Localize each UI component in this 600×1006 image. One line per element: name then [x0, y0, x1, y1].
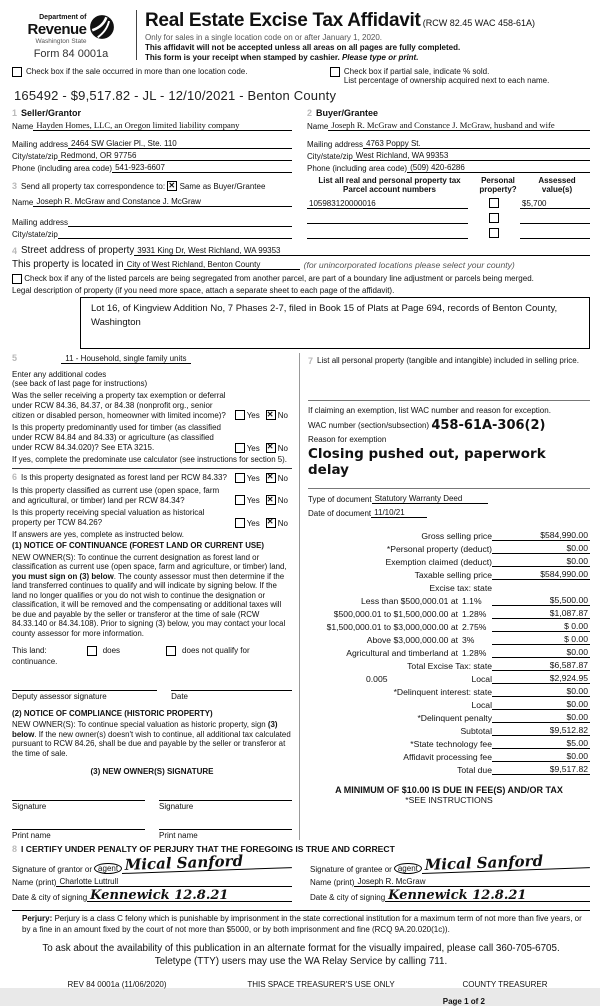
historic-property-question: Is this property receiving special valuation as historical property per TCW 84.26?: [12, 508, 205, 528]
minimum-due-note: A MINIMUM OF $10.00 IS DUE IN FEE(S) AND/OR TAX: [335, 785, 563, 795]
parcel-header-line1: List all real and personal property tax: [318, 176, 461, 185]
print-name-label: Print name: [159, 831, 198, 841]
owner-signature-line[interactable]: [159, 790, 292, 801]
date-of-document-field[interactable]: 11/10/21: [371, 508, 427, 518]
deputy-signature-line[interactable]: [12, 680, 157, 691]
assessed-value-header2: value(s): [541, 185, 573, 194]
taxable-selling-price-value[interactable]: $584,990.00: [492, 569, 590, 580]
reason-for-exemption-label: Reason for exemption: [308, 435, 387, 444]
deputy-assessor-row: [12, 680, 292, 701]
correspondence-mailing-field[interactable]: [68, 217, 292, 227]
exemption-claimed-value[interactable]: $0.00: [492, 556, 590, 567]
affidavit-processing-fee-value[interactable]: $0.00: [492, 751, 590, 762]
new-owners-signature-heading: (3) NEW OWNER(S) SIGNATURE: [90, 767, 214, 777]
owner-signature-line[interactable]: [12, 790, 145, 801]
seller-phone-field[interactable]: 541-923-6607: [112, 163, 292, 173]
tier3-tax-value[interactable]: $ 0.00: [492, 621, 590, 632]
perjury-text: Perjury is a class C felony which is punishable by imprisonment in the state correctional institution for a maximum term of not more than five years, or by a fine in an amount fixed by the court of not more than $5000, or by both imprisonment and fine (RCQ 9A.20.020(1c)).: [22, 914, 582, 935]
local-rate: 0.005: [366, 674, 388, 684]
no-label: No: [277, 496, 288, 506]
agent-circled-label: agent: [94, 863, 122, 874]
land-use-code-field[interactable]: 11 - Household, single family units: [61, 354, 190, 364]
page-title: Real Estate Excise Tax Affidavit: [145, 10, 421, 31]
money-row-excise-header: Excise tax: state: [308, 580, 590, 593]
yes-checkbox[interactable]: [235, 518, 245, 528]
yes-checkbox[interactable]: [235, 443, 245, 453]
parcel-number-field[interactable]: [307, 229, 468, 239]
seller-city-label: City/state/zip: [12, 152, 58, 161]
tier2-rate: 1.28%: [462, 609, 487, 619]
subtitle-line2: This affidavit will not be accepted unless all areas on all pages are fully completed.: [145, 43, 461, 52]
perjury-bold-label: Perjury:: [22, 914, 53, 924]
yes-label: Yes: [246, 411, 260, 421]
tier4-tax-value[interactable]: $ 0.00: [492, 634, 590, 645]
section4-number: 4: [12, 246, 18, 256]
correspondence-city-label: City/state/zip: [12, 230, 58, 239]
gross-selling-price-value[interactable]: $584,990.00: [492, 530, 590, 541]
current-use-question: Is this property classified as current use (open space, farm and agricultural, or timber) land per RCW 84.34?: [12, 485, 220, 505]
buyer-title: Buyer/Grantee: [316, 108, 379, 118]
timber-agriculture-question: Is this property predominantly used for timber (as classified under RCW 84.84 and 84.33) or agriculture (as classified under RCW 84.34.020)? See ETA 3215.: [12, 423, 221, 452]
additional-codes-note: (see back of last page for instructions): [12, 379, 148, 388]
wac-number-label: WAC number (section/subsection): [308, 421, 430, 430]
use-classification-column: [12, 353, 299, 840]
predominate-use-note: If yes, complete the predominate use calculator (see instructions for section 5).: [12, 454, 287, 464]
grantor-signature-block: [12, 851, 292, 903]
section1-number: 1: [12, 108, 18, 118]
legal-description-label: Legal description of property (if you need more space, attach a separate sheet to each page of the affidavit).: [12, 286, 395, 295]
page-number: Page 1 of 2: [442, 997, 485, 1006]
does-not-label: does not qualify for: [182, 646, 250, 656]
buyer-column: [299, 105, 590, 239]
parcel-number-field[interactable]: 105983120000016: [307, 199, 468, 209]
parcel-header-line2: Parcel account numbers: [343, 185, 436, 194]
multi-location-label: Check box if the sale occurred in more than one location code.: [26, 67, 248, 76]
continuance-text-1: NEW OWNER(S): To continue the current designation as forest land or classification as current use (open space, farm and agriculture, or timber) land,: [12, 552, 287, 572]
grantee-printname-label: Name (print): [310, 877, 355, 887]
deputy-date-label: Date: [171, 691, 188, 701]
new-owner-signature-row: [12, 790, 292, 811]
deputy-signature-label: Deputy assessor signature: [12, 691, 107, 701]
same-as-buyer-label: Same as Buyer/Grantee: [179, 181, 266, 191]
correspondence-name-field[interactable]: Joseph R. McGraw and Constance J. McGraw: [33, 197, 292, 207]
grantee-datecity-label: Date & city of signing: [310, 893, 386, 903]
seller-mailing-field[interactable]: 2464 SW Glacier Pl., Ste. 110: [68, 139, 292, 149]
seller-title: Seller/Grantor: [21, 108, 82, 118]
certification-section: [12, 844, 590, 902]
personal-property-header2: property?: [479, 185, 517, 194]
buyer-city-field[interactable]: West Richland, WA 99353: [353, 151, 590, 161]
total-due-value[interactable]: $9,517.82: [492, 764, 590, 775]
certify-statement: I CERTIFY UNDER PENALTY OF PERJURY THAT THE FOREGOING IS TRUE AND CORRECT: [21, 844, 395, 855]
grantee-signature-field[interactable]: Mical Sanford: [421, 853, 590, 873]
continuance-label: continuance.: [12, 656, 58, 666]
section-divider: [12, 468, 292, 469]
excise-tax-state-value: [492, 584, 590, 593]
money-row-tier2: $500,000.01 to $1,500,000.00 at 1.28% $1,087.87: [333, 608, 588, 619]
exemption-deferral-question: Was the seller receiving a property tax exemption or deferral under RCW 84.36, 84.37, or 84.38 (nonprofit org., senior citizen or disabled person, homeowner with limited income)?: [12, 391, 226, 420]
section8-number: 8: [12, 844, 18, 855]
wac-number-field[interactable]: 458-61A-306(2): [431, 418, 546, 433]
reason-for-exemption-field[interactable]: Closing pushed out, paperwork delay: [308, 446, 546, 478]
notice-continuance-paragraph: [12, 553, 292, 638]
money-row-exemption-deduct: Exemption claimed (deduct) $0.00: [385, 556, 588, 567]
buyer-mailing-label: Mailing address: [307, 140, 364, 149]
money-row-tech-fee: *State technology fee $5.00: [410, 738, 588, 749]
money-row-personal-deduct: *Personal property (deduct) $0.00: [386, 543, 588, 554]
dor-logo-block: [12, 6, 130, 62]
seller-column: [12, 105, 299, 239]
logo-dept-text: Department of: [39, 14, 87, 21]
type-of-document-field[interactable]: Statutory Warranty Deed: [372, 494, 488, 504]
footer-row: [12, 980, 590, 989]
buyer-name-field[interactable]: Joseph R. McGraw and Constance J. McGraw, husband and wife: [328, 120, 590, 131]
money-row-total-state: Total Excise Tax: state $6,587.87: [407, 660, 588, 671]
if-answers-yes-note: If answers are yes, complete as instructed below.: [12, 529, 184, 539]
see-instructions-note: *SEE INSTRUCTIONS: [405, 795, 493, 805]
this-land-label: This land:: [12, 646, 47, 656]
partial-sale-checkbox[interactable]: [330, 67, 340, 77]
delinquent-interest-local-value[interactable]: $0.00: [492, 699, 590, 710]
form-header: [12, 6, 590, 62]
no-checkbox[interactable]: [266, 495, 276, 505]
grantor-datecity-field[interactable]: Kennewick 12.8.21: [87, 890, 292, 903]
money-row-tier3: $1,500,000.01 to $3,000,000.00 at 2.75% $ 0.00: [326, 621, 588, 632]
located-in-label: This property is located in: [12, 259, 124, 270]
street-address-field[interactable]: 3931 King Dr, West Richland, WA 99353: [134, 246, 590, 256]
assessed-value-header1: Assessed: [538, 176, 576, 185]
parcel-row: [307, 213, 590, 224]
no-checkbox[interactable]: [266, 443, 276, 453]
yes-no-group: [231, 473, 292, 483]
seller-city-field[interactable]: Redmond, OR 97756: [58, 151, 292, 161]
yes-label: Yes: [246, 496, 260, 506]
money-row-total-due: Total due $9,517.82: [457, 764, 588, 775]
money-row-tier4: Above $3,000,000.00 at 3% $ 0.00: [366, 634, 588, 645]
details-band: [12, 353, 590, 840]
grantor-datecity-label: Date & city of signing: [12, 893, 88, 903]
does-not-checkbox[interactable]: [166, 646, 176, 656]
tax-column: [299, 353, 590, 840]
assessed-value-field[interactable]: [520, 214, 590, 224]
yes-no-group: [231, 495, 292, 505]
partial-sale-label: [344, 67, 549, 85]
grantor-signature-label: Signature of grantor or: [12, 864, 93, 874]
no-label: No: [277, 411, 288, 421]
forest-land-question: Is this property designated as forest land per RCW 84.33?: [21, 472, 227, 482]
same-as-buyer-checkbox[interactable]: [167, 181, 177, 191]
treasurer-stamp-line: 165492 - $9,517.82 - JL - 12/10/2021 - Benton County: [14, 88, 337, 103]
signature-label: Signature: [159, 802, 194, 812]
money-row-gross: Gross selling price $584,990.00: [421, 530, 588, 541]
money-row-taxable: Taxable selling price $584,990.00: [414, 569, 588, 580]
section7-number: 7: [308, 356, 314, 366]
money-row-subtotal: Subtotal $9,512.82: [460, 725, 588, 736]
money-row-delinquent-interest-local: Local $0.00: [471, 699, 588, 710]
new-owner-printname-row: [12, 819, 292, 840]
top-checkbox-row: [12, 67, 590, 85]
owner-printname-line[interactable]: [159, 819, 292, 830]
buyer-mailing-field[interactable]: 4763 Poppy St.: [363, 139, 590, 149]
parcel-row: [307, 198, 590, 209]
print-name-label: Print name: [12, 831, 51, 841]
seller-mailing-label: Mailing address: [12, 140, 69, 149]
alternate-format-note: To ask about the availability of this publication in an alternate format for the visually impaired, please call 360-705-6705. Teletype (TTY) users may use the WA Relay Service by calling 711.: [42, 942, 560, 968]
yes-checkbox[interactable]: [235, 495, 245, 505]
segregated-label: Check box if any of the listed parcels are being segregated from another parcel, are part of a boundary line adjustment or parcels being merged.: [24, 274, 534, 283]
street-address-label: Street address of property: [21, 245, 135, 256]
legal-description-box[interactable]: Lot 16, of Kingview Addition No, 7 Phases 2-7, filed in Book 15 of Plats at Page 694, records of Benton County, Washington: [80, 297, 590, 349]
type-of-document-label: Type of document: [308, 495, 372, 504]
yes-no-group: [231, 410, 292, 420]
grantee-signature-label: Signature of grantee or: [310, 864, 392, 874]
section3-number: 3: [12, 181, 18, 191]
header-divider: [136, 10, 137, 60]
grantee-datecity-field[interactable]: Kennewick 12.8.21: [385, 890, 590, 903]
divider-line: [308, 400, 590, 401]
tier1-tax-value[interactable]: $5,500.00: [492, 595, 590, 606]
additional-codes-label: Enter any additional codes: [12, 370, 107, 379]
section2-number: 2: [307, 108, 313, 118]
compliance-text-2: . If the new owner(s) doesn't wish to continue, all additional tax calculated pursuant to RCW 84.26, shall be due and payable by the seller or transferor at the time of sale.: [12, 729, 291, 758]
date-of-document-label: Date of document: [308, 509, 372, 518]
personal-property-deduct-value[interactable]: $0.00: [492, 543, 590, 554]
agricultural-tax-value[interactable]: $0.00: [492, 647, 590, 658]
correspondence-label: Send all property tax correspondence to:: [21, 181, 166, 191]
seller-phone-label: Phone (including area code): [12, 164, 113, 173]
county-treasurer-label: COUNTY TREASURER: [462, 980, 548, 990]
unincorporated-note: (for unincorporated locations please select your county): [303, 260, 515, 270]
money-row-processing-fee: Affidavit processing fee $0.00: [403, 751, 588, 762]
yes-no-group: [231, 518, 292, 528]
land-qualify-row: [12, 646, 292, 656]
continuance-text-2: . The county assessor must then determine if the land transferred continues to qualify and will indicate by signing below. If the land no longer qualifies or you do not wish to continue the designation or classification, it will be removed and the compensating or additional taxes will be due and payable by the seller or transferor at the time of sale (RCW 84.33.140 or 84.34.108). Prior to signing (3) below, you may contact your local county assessor for more information.: [12, 571, 286, 638]
form-number: Form 84 0001a: [33, 48, 109, 60]
parties-section: [12, 105, 590, 239]
seller-name-field[interactable]: Hayden Homes, LLC, an Oregon limited liability company: [33, 120, 292, 131]
personal-property-checkbox[interactable]: [489, 228, 499, 238]
correspondence-name-label: Name: [12, 198, 34, 207]
notice-compliance-heading: (2) NOTICE OF COMPLIANCE (HISTORIC PROPERTY): [12, 708, 213, 718]
total-excise-state-value[interactable]: $6,587.87: [492, 660, 590, 671]
yes-label: Yes: [246, 443, 260, 453]
signature-label: Signature: [12, 802, 47, 812]
money-row-delinquent-interest-state: *Delinquent interest: state $0.00: [393, 686, 588, 697]
subtitle-line1: Only for sales in a single location code on or after January 1, 2020.: [145, 33, 383, 42]
tier4-rate: 3%: [462, 635, 475, 645]
tier1-rate: 1.1%: [462, 596, 482, 606]
no-checkbox[interactable]: [266, 410, 276, 420]
logo-state-text: Washington State: [35, 38, 87, 45]
money-row-agricultural: Agricultural and timberland at 1.28% $0.00: [346, 647, 588, 658]
tier2-tax-value[interactable]: $1,087.87: [492, 608, 590, 619]
parcel-table-header: [307, 176, 590, 194]
no-label: No: [277, 443, 288, 453]
partial-sale-note: List percentage of ownership acquired next to each name.: [343, 76, 550, 85]
no-label: No: [277, 518, 288, 528]
money-row-local: 0.005 Local $2,924.95: [366, 673, 588, 684]
correspondence-mailing-label: Mailing address: [12, 218, 69, 227]
section6-number: 6: [12, 471, 18, 482]
yes-label: Yes: [246, 518, 260, 528]
agricultural-rate: 1.28%: [462, 648, 487, 658]
agent-circled-label: agent: [394, 863, 422, 874]
grantee-printname-field[interactable]: Joseph R. McGraw: [354, 877, 590, 887]
treasurer-use-only-label: THIS SPACE TREASURER'S USE ONLY: [247, 980, 395, 990]
does-label: does: [102, 646, 121, 656]
subtotal-value[interactable]: $9,512.82: [492, 725, 590, 736]
deputy-date-line[interactable]: [171, 680, 292, 691]
delinquent-interest-state-value[interactable]: $0.00: [492, 686, 590, 697]
multi-location-checkbox[interactable]: [12, 67, 22, 77]
does-checkbox[interactable]: [87, 646, 97, 656]
local-tax-value[interactable]: $2,924.95: [492, 673, 590, 684]
subtitle-line3: [145, 53, 590, 62]
personal-property-checkbox[interactable]: [489, 198, 499, 208]
compliance-text-1: NEW OWNER(S): To continue special valuation as historic property, sign: [12, 720, 268, 730]
grantee-signature-block: [310, 851, 590, 903]
buyer-name-label: Name: [307, 122, 329, 131]
partial-sale-label-text: Check box if partial sale, indicate % sold.: [343, 67, 490, 76]
personal-property-header1: Personal: [481, 176, 515, 185]
yes-label: Yes: [246, 473, 260, 483]
exemption-note: If claiming an exemption, list WAC number and reason for exception.: [308, 406, 551, 415]
personal-property-list-label: List all personal property (tangible and intangible) included in selling price.: [317, 356, 579, 365]
buyer-city-label: City/state/zip: [307, 152, 353, 161]
state-technology-fee-value[interactable]: $5.00: [492, 738, 590, 749]
tier3-rate: 2.75%: [462, 622, 487, 632]
segregated-checkbox[interactable]: [12, 274, 22, 284]
compliance-text-bold: (3) below: [12, 720, 278, 739]
perjury-note: [12, 910, 590, 936]
no-label: No: [277, 473, 288, 483]
parcel-row: [307, 228, 590, 239]
assessed-value-field[interactable]: [520, 229, 590, 239]
seller-name-label: Name: [12, 122, 34, 131]
notice-compliance-paragraph: [12, 720, 292, 758]
grantor-printname-label: Name (print): [12, 877, 57, 887]
logo-revenue-text: Revenue: [27, 21, 87, 38]
continuance-text-bold: you must sign on (3) below: [12, 571, 114, 581]
grantor-printname-field[interactable]: Charlotte Luttrull: [56, 877, 292, 887]
personal-property-checkbox[interactable]: [489, 213, 499, 223]
money-row-tier1: Less than $500,000.01 at 1.1% $5,500.00: [361, 595, 588, 606]
yes-checkbox[interactable]: [235, 473, 245, 483]
buyer-phone-field[interactable]: (509) 420-6286: [407, 163, 590, 173]
delinquent-penalty-value[interactable]: $0.00: [492, 712, 590, 723]
parcel-number-field[interactable]: [307, 214, 468, 224]
no-checkbox[interactable]: [266, 473, 276, 483]
section5-number: 5: [12, 353, 18, 363]
owner-printname-line[interactable]: [12, 819, 145, 830]
correspondence-city-field[interactable]: [58, 229, 292, 239]
no-checkbox[interactable]: [266, 518, 276, 528]
yes-checkbox[interactable]: [235, 410, 245, 420]
property-section: [12, 245, 590, 349]
buyer-phone-label: Phone (including area code): [307, 164, 408, 173]
divider-line: [308, 488, 590, 489]
yes-no-group: [231, 443, 292, 453]
subtitle-line3-text: This form is your receipt when stamped by cashier.: [145, 53, 340, 62]
subtitle-line3-italic: Please type or print.: [341, 53, 419, 62]
revenue-swirl-icon: [89, 14, 115, 40]
notice-continuance-heading: (1) NOTICE OF CONTINUANCE (FOREST LAND OR CURRENT USE): [12, 541, 265, 551]
rcw-reference: (RCW 82.45 WAC 458-61A): [422, 18, 535, 28]
rev-form-id: REV 84 0001a (11/06/2020): [67, 980, 167, 990]
assessed-value-field[interactable]: $5,700: [520, 199, 590, 209]
located-in-field[interactable]: City of West Richland, Benton County: [124, 260, 300, 270]
money-row-delinquent-penalty: *Delinquent penalty $0.00: [417, 712, 588, 723]
grantor-signature-field[interactable]: Mical Sanford: [122, 853, 292, 873]
